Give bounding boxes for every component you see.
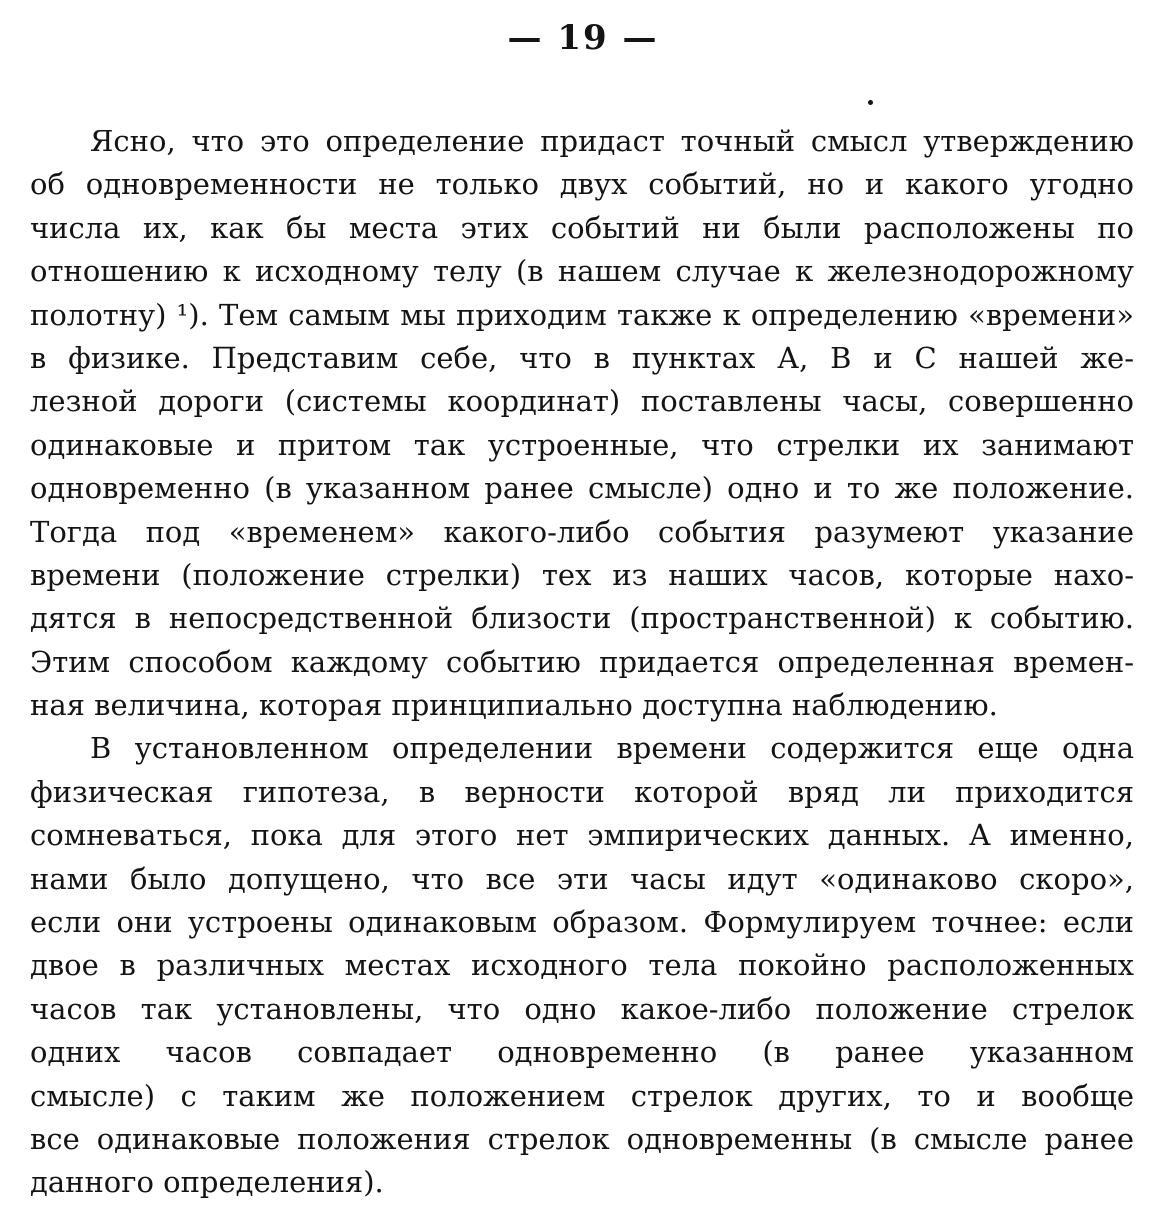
text-line: если они устроены одинаковым образом. Формулируем точнее: если xyxy=(30,905,1134,940)
body-text xyxy=(30,120,1134,1205)
text-line: В установленном определении времени содержится еще одна xyxy=(90,731,1134,766)
text-line: данного определения). xyxy=(30,1165,384,1200)
print-speck xyxy=(868,100,873,105)
text-line: отношению к исходному телу (в нашем случае к железнодорожному xyxy=(30,254,1134,289)
text-line: Тогда под «временем» какого-либо события разумеют указание xyxy=(30,514,1134,549)
text-line: числа их, как бы места этих событий ни были расположены по xyxy=(30,210,1134,245)
text-line: об одновременности не только двух событий, но и какого угодно xyxy=(30,167,1134,202)
text-line: полотну) ¹). Тем самым мы приходим также к определению «времени» xyxy=(30,297,1134,332)
text-line: одновременно (в указанном ранее смысле) одно и то же положение. xyxy=(30,471,1134,506)
text-line: смысле) с таким же положением стрелок других, то и вообще xyxy=(30,1078,1134,1113)
text-line: Этим способом каждому событию придается определенная времен- xyxy=(30,644,1134,679)
text-line: часов так установлены, что одно какое-либо положение стрелок xyxy=(30,991,1134,1026)
text-line: физическая гипотеза, в верности которой вряд ли приходится xyxy=(30,774,1134,809)
text-line: двое в различных местах исходного тела покойно расположенных xyxy=(30,948,1134,983)
text-line: лезной дороги (системы координат) поставлены часы, совершенно xyxy=(30,384,1134,419)
text-line: ная величина, которая принципиально доступна наблюдению. xyxy=(30,688,998,723)
text-line: Ясно, что это определение придаст точный смысл утверждению xyxy=(90,124,1134,158)
text-line: сомневаться, пока для этого нет эмпирических данных. А именно, xyxy=(30,818,1134,853)
paragraph-2 xyxy=(30,727,1134,1204)
text-line: времени (положение стрелки) тех из наших часов, которые нахо- xyxy=(30,557,1134,592)
text-line: одинаковые и притом так устроенные, что стрелки их занимают xyxy=(30,427,1134,462)
text-line: все одинаковые положения стрелок одновременны (в смысле ранее xyxy=(30,1121,1134,1156)
text-line: одних часов совпадает одновременно (в ранее указанном xyxy=(30,1035,1134,1070)
text-line: дятся в непосредственной близости (пространственной) к событию. xyxy=(30,601,1134,636)
text-line: нами было допущено, что все эти часы идут «одинаково скоро», xyxy=(30,861,1134,896)
text-line: в физике. Представим себе, что в пунктах А, В и С нашей же- xyxy=(30,340,1134,375)
paragraph-1 xyxy=(30,120,1134,727)
page-number: — 19 — xyxy=(507,18,659,58)
